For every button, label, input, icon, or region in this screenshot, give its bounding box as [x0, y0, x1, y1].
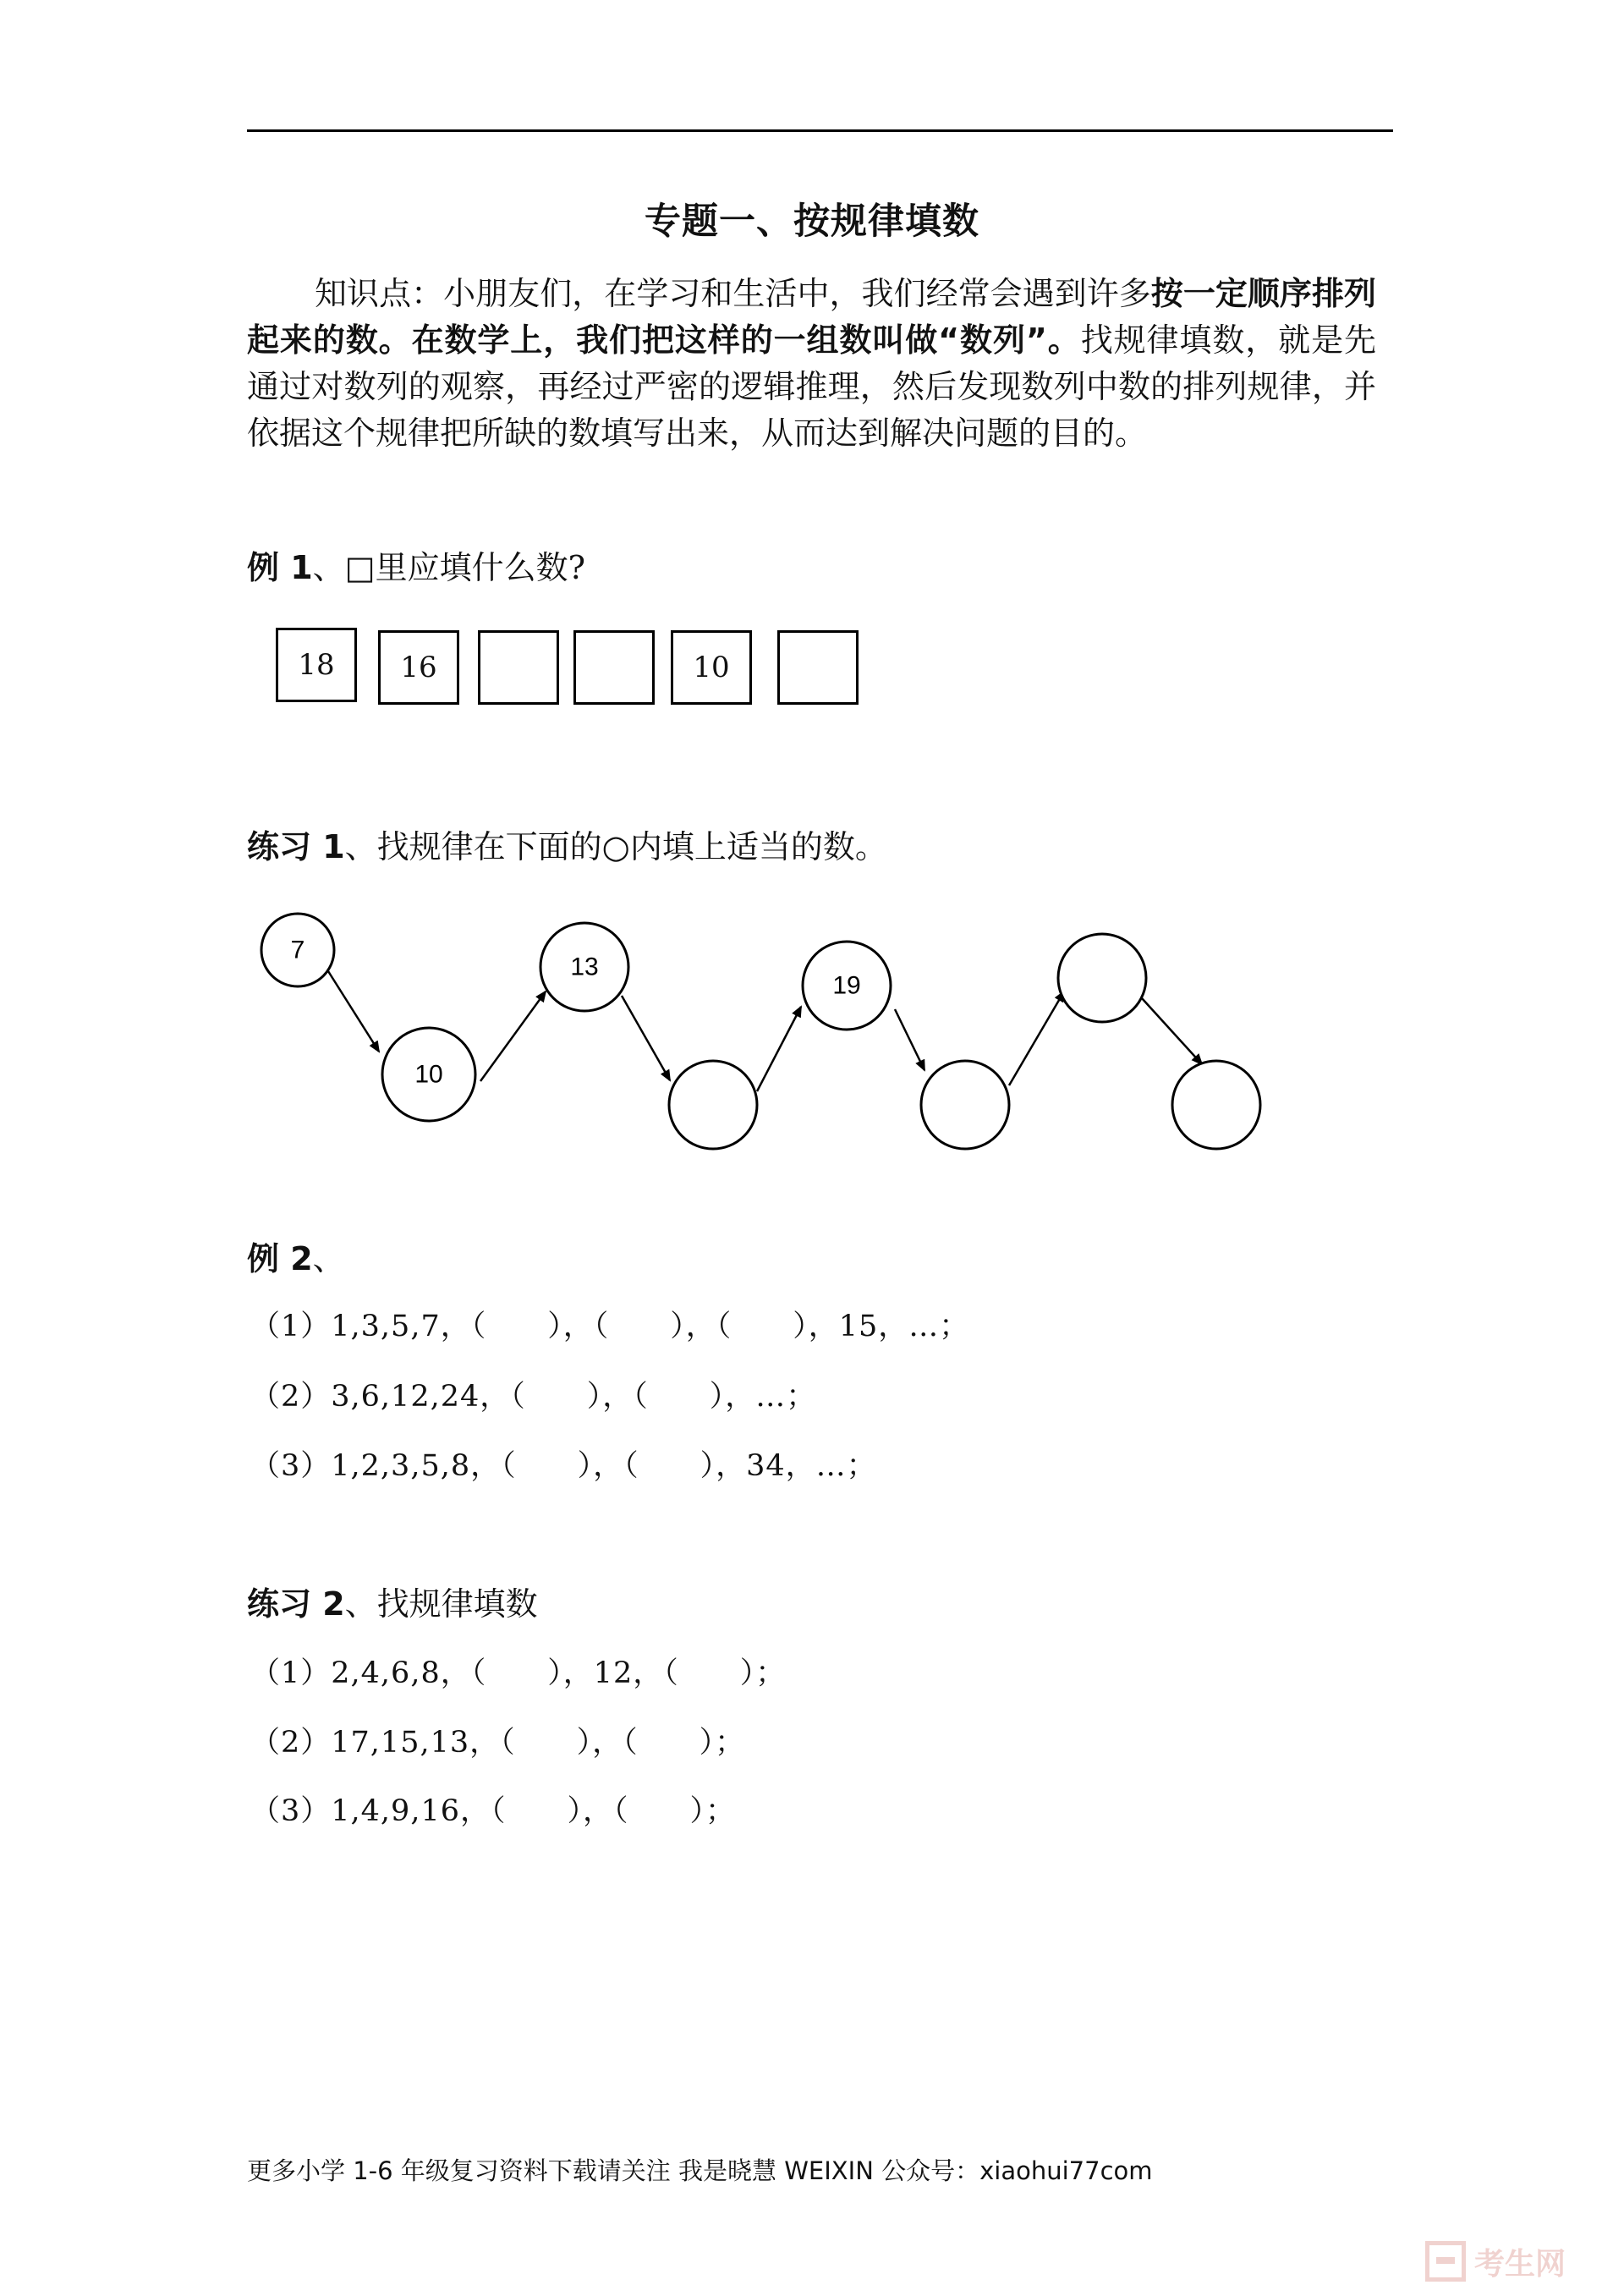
example1-box: 18: [276, 628, 357, 702]
intro-text-2: 找规律填数，就是先通过对数列的观察，再经过严密的逻辑推理，然后发现数列中数的排列规律，并依据这个规律把所缺的数填写出来，从而达到解决问题的目的。: [247, 321, 1376, 452]
circle-value: 10: [414, 1060, 443, 1089]
watermark-text: 考生网: [1474, 2246, 1566, 2282]
practice2-item: （3）1,4,9,16，（ ），（ ）；: [250, 1794, 736, 1828]
arrow: [480, 991, 546, 1081]
practice1-prompt: 、找规律在下面的○内填上适当的数。: [344, 828, 887, 865]
sequence-circle: [1058, 934, 1146, 1022]
example2-item: （3）1,2,3,5,8，（ ），（ ），34，…；: [250, 1449, 877, 1483]
example2-label: 例 2: [247, 1240, 313, 1277]
watermark-logo: [1425, 2237, 1607, 2286]
intro-text-1: 知识点：小朋友们，在学习和生活中，我们经常会遇到许多: [315, 275, 1151, 312]
sequence-circle: [669, 1061, 757, 1149]
page-title: 专题一、按规律填数: [645, 200, 979, 243]
example2-heading: [247, 1233, 345, 1279]
practice2-item: （1）2,4,6,8，（ ），12，（ ）；: [250, 1656, 787, 1690]
arrow: [757, 1007, 801, 1091]
sequence-circle: [1172, 1061, 1260, 1149]
example1-box: 10: [671, 630, 752, 705]
example1-label: 例 1: [247, 549, 313, 586]
practice2-label: 练习 2: [247, 1585, 345, 1623]
arrow: [895, 1009, 924, 1070]
practice2-heading: [247, 1578, 538, 1624]
practice2-prompt: 、找规律填数: [344, 1585, 538, 1623]
arrow: [1009, 991, 1064, 1085]
arrow: [622, 996, 670, 1080]
practice1-label: 练习 1: [247, 828, 345, 865]
sequence-circle: [921, 1061, 1009, 1149]
arrow: [328, 971, 379, 1052]
circle-value: 7: [290, 936, 305, 964]
arrow: [1142, 998, 1202, 1064]
circle-value: 19: [832, 971, 861, 1000]
intro-text-bold: 按一定顺序排列起来的数。在数学上，我们把这样的一组数叫做“数列”。: [247, 275, 1376, 359]
example1-prompt: 、□里应填什么数?: [312, 549, 585, 586]
practice2-item: （2）17,15,13，（ ），（ ）；: [250, 1726, 746, 1760]
example2-suffix: 、: [312, 1240, 345, 1277]
watermark-icon: [1425, 2241, 1466, 2282]
example2-item: （1）1,3,5,7，（ ），（ ），（ ），15，…；: [250, 1310, 970, 1343]
circle-value: 13: [570, 953, 599, 981]
example2-item: （2）3,6,12,24，（ ），（ ），…；: [250, 1380, 817, 1414]
example1-box: 16: [378, 630, 459, 705]
footer-text: 更多小学 1-6 年级复习资料下载请关注 我是晓慧 WEIXIN 公众号：xiaohui77com: [247, 2156, 1153, 2185]
